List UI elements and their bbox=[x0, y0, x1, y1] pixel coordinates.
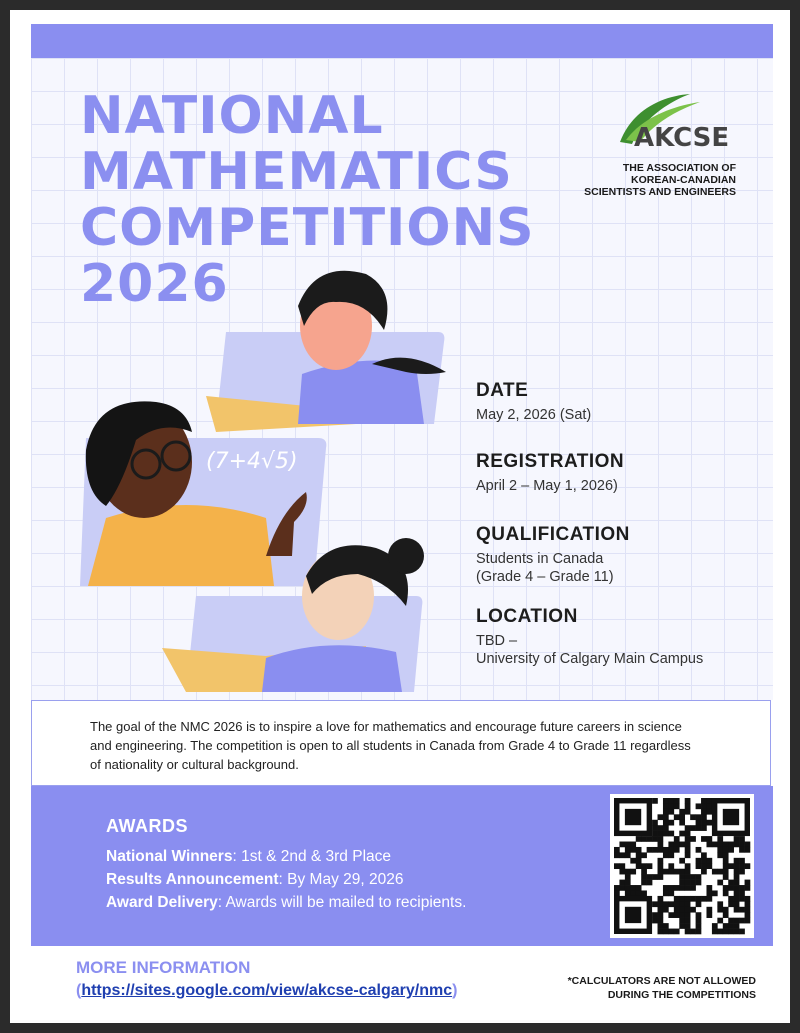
award-value: : By May 29, 2026 bbox=[278, 871, 404, 888]
award-value: : Awards will be mailed to recipients. bbox=[217, 894, 467, 911]
math-equation: (7+4√5) bbox=[206, 449, 298, 474]
award-results-announcement bbox=[106, 871, 403, 889]
award-national-winners bbox=[106, 848, 391, 866]
award-label: Award Delivery bbox=[106, 894, 218, 911]
award-label: Results Announcement bbox=[106, 871, 279, 888]
location-value: TBD – University of Calgary Main Campus bbox=[476, 633, 704, 667]
more-info-link[interactable]: https://sites.google.com/view/akcse-calgary/nmc bbox=[81, 982, 453, 999]
registration-heading: REGISTRATION bbox=[476, 451, 625, 472]
award-label: National Winners bbox=[106, 848, 233, 865]
top-color-band bbox=[31, 24, 773, 58]
award-value: : 1st & 2nd & 3rd Place bbox=[232, 848, 392, 865]
woman-thinking-illustration bbox=[80, 401, 326, 586]
qualification-value: Students in Canada (Grade 4 – Grade 11) bbox=[476, 551, 614, 585]
boy-reading-illustration bbox=[206, 271, 446, 432]
qr-code[interactable] bbox=[610, 794, 754, 938]
award-delivery bbox=[106, 894, 466, 912]
location-section bbox=[476, 606, 703, 668]
date-value: May 2, 2026 (Sat) bbox=[476, 407, 592, 423]
students-illustration bbox=[66, 256, 466, 696]
qr-finder-pattern bbox=[614, 896, 652, 934]
logo-text: AKCSE bbox=[634, 123, 730, 150]
qualification-section bbox=[476, 524, 630, 586]
date-section bbox=[476, 380, 591, 424]
more-info-heading: MORE INFORMATION bbox=[76, 958, 251, 977]
organization-name: THE ASSOCIATION OF KOREAN-CANADIAN SCIENTISTS AND ENGINEERS bbox=[584, 162, 736, 198]
flyer-page bbox=[10, 10, 790, 1023]
description-box bbox=[31, 700, 771, 786]
qualification-heading: QUALIFICATION bbox=[476, 524, 630, 545]
akcse-logo bbox=[612, 90, 742, 150]
qr-finder-pattern bbox=[712, 798, 750, 836]
registration-section bbox=[476, 451, 624, 495]
description-text: The goal of the NMC 2026 is to inspire a love for mathematics and encourage future careers in science and engineering. The competition is open to all students in Canada from Grade 4 to Grade 11 regardless of nationality or cultural background. bbox=[90, 719, 691, 772]
link-open-paren: ( bbox=[76, 982, 82, 999]
registration-value: April 2 – May 1, 2026) bbox=[476, 478, 618, 494]
calculator-note: *CALCULATORS ARE NOT ALLOWED DURING THE COMPETITIONS bbox=[567, 975, 756, 1001]
date-heading: DATE bbox=[476, 380, 529, 401]
qr-finder-pattern bbox=[614, 798, 652, 836]
more-info-link-line bbox=[76, 982, 457, 1000]
awards-heading: AWARDS bbox=[106, 816, 189, 836]
page-title: NATIONAL MATHEMATICS COMPETITIONS 2026 bbox=[80, 86, 535, 314]
link-close-paren: ) bbox=[452, 982, 458, 999]
location-heading: LOCATION bbox=[476, 606, 578, 627]
